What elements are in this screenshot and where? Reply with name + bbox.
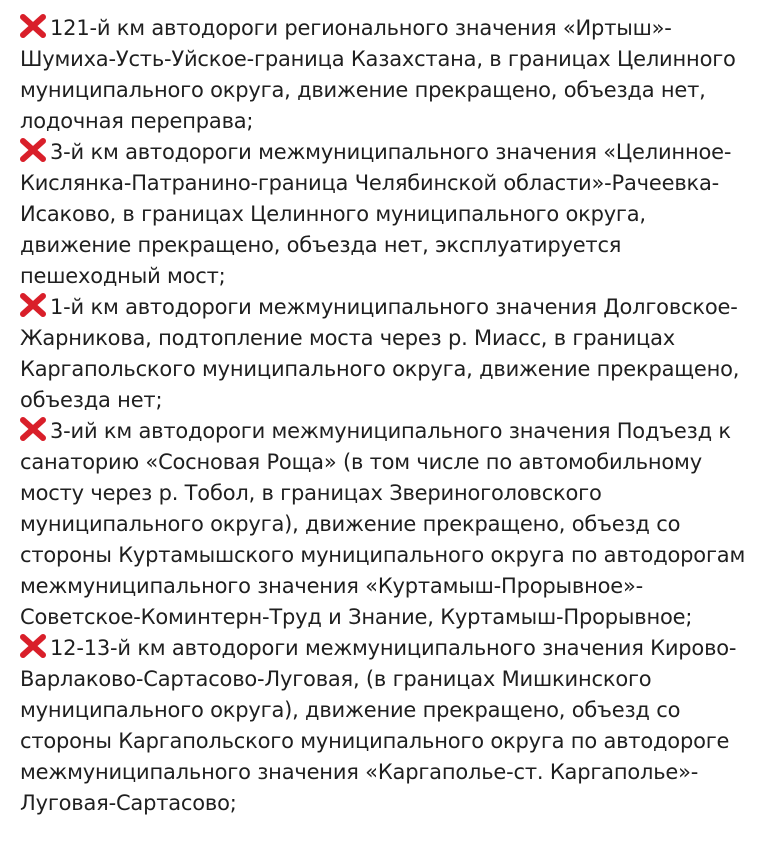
- red-cross-mark-icon: [20, 293, 46, 317]
- entry-text: 3-й км автодороги межмуниципального значения «Целинное-Кислянка-Патранино-граница Челябинской области»-Рачеевка-Исаково, в границах Целинного муниципального округа, движение прекращено, объезда нет, эксплуатируется пешеходный мост;: [20, 140, 732, 288]
- road-closure-entry-5: [20, 633, 748, 819]
- road-closure-entry-2: [20, 137, 748, 292]
- entry-text: 121-й км автодороги регионального значения «Иртыш»-Шумиха-Усть-Уйское-граница Казахстана, в границах Целинного муниципального округа, движение прекращено, объезда нет, лодочная переправа;: [20, 16, 736, 133]
- entry-text: 1-й км автодороги межмуниципального значения Долговское-Жарникова, подтопление моста через р. Миасс, в границах Каргапольского муниципального округа, движение прекращено, объезда нет;: [20, 295, 740, 412]
- entry-text: 3-ий км автодороги межмуниципального значения Подъезд к санаторию «Сосновая Роща» (в том числе по автомобильному мосту через р. Тобол, в границах Звериноголовского муниципального округа), движение прекращено, объезд со стороны Куртамышского муниципального округа по автодорогам межмуниципального значения «Куртамыш-Прорывное»-Советское-Коминтерн-Труд и Знание, Куртамыш-Прорывное;: [20, 419, 746, 629]
- red-cross-mark-icon: [20, 634, 46, 658]
- message-body: [20, 0, 748, 819]
- road-closure-entry-3: [20, 292, 748, 416]
- road-closure-entry-1: [20, 13, 748, 137]
- red-cross-mark-icon: [20, 138, 46, 162]
- entry-text: 12-13-й км автодороги межмуниципального значения Кирово-Варлаково-Сартасово-Луговая, (в границах Мишкинского муниципального округа), движение прекращено, объезд со стороны Каргапольского муниципального округа по автодороге межмуниципального значения «Каргаполье-ст. Каргаполье»-Луговая-Сартасово;: [20, 636, 737, 815]
- red-cross-mark-icon: [20, 417, 46, 441]
- road-closure-entry-4: [20, 416, 748, 633]
- red-cross-mark-icon: [20, 14, 46, 38]
